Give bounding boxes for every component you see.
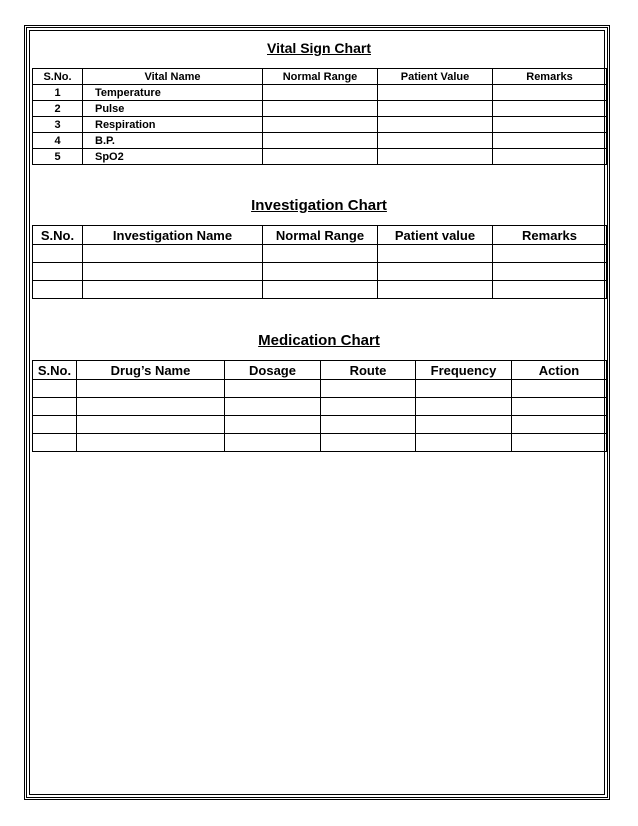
table-header-row xyxy=(33,69,607,85)
table-cell[interactable] xyxy=(378,281,493,299)
table-cell[interactable] xyxy=(225,398,321,416)
table-row xyxy=(33,245,607,263)
remarks-cell[interactable] xyxy=(493,133,607,149)
patient-value-cell[interactable] xyxy=(378,85,493,101)
vital-sign-table xyxy=(32,68,607,165)
table-cell[interactable] xyxy=(416,398,512,416)
vital-name: Pulse xyxy=(83,101,263,117)
table-cell[interactable] xyxy=(493,263,607,281)
table-cell[interactable] xyxy=(33,398,77,416)
table-cell[interactable] xyxy=(33,281,83,299)
table-cell[interactable] xyxy=(33,245,83,263)
remarks-cell[interactable] xyxy=(493,149,607,165)
serial-number: 3 xyxy=(33,117,83,133)
table-cell[interactable] xyxy=(512,398,607,416)
table-cell[interactable] xyxy=(416,380,512,398)
column-header: Action xyxy=(512,361,607,380)
investigation-table xyxy=(32,225,607,299)
table-cell[interactable] xyxy=(83,281,263,299)
remarks-cell[interactable] xyxy=(493,117,607,133)
column-header: Drug’s Name xyxy=(77,361,225,380)
table-cell[interactable] xyxy=(378,245,493,263)
column-header: Frequency xyxy=(416,361,512,380)
medication-chart-title: Medication Chart xyxy=(258,332,380,349)
table-row xyxy=(33,281,607,299)
remarks-cell[interactable] xyxy=(493,101,607,117)
vital-name: Respiration xyxy=(83,117,263,133)
vital-name: SpO2 xyxy=(83,149,263,165)
table-cell[interactable] xyxy=(493,281,607,299)
table-cell[interactable] xyxy=(493,245,607,263)
table-cell[interactable] xyxy=(263,281,378,299)
table-cell[interactable] xyxy=(225,434,321,452)
table-cell[interactable] xyxy=(321,398,416,416)
patient-value-cell[interactable] xyxy=(378,101,493,117)
column-header: Patient value xyxy=(378,226,493,245)
table-cell[interactable] xyxy=(416,434,512,452)
serial-number: 4 xyxy=(33,133,83,149)
column-header: Vital Name xyxy=(83,69,263,85)
column-header: Investigation Name xyxy=(83,226,263,245)
column-header: Remarks xyxy=(493,226,607,245)
table-cell[interactable] xyxy=(263,263,378,281)
table-cell[interactable] xyxy=(512,416,607,434)
patient-value-cell[interactable] xyxy=(378,149,493,165)
serial-number: 1 xyxy=(33,85,83,101)
column-header: S.No. xyxy=(33,226,83,245)
normal-range-cell[interactable] xyxy=(263,133,378,149)
table-cell[interactable] xyxy=(77,398,225,416)
table-row xyxy=(33,117,607,133)
normal-range-cell[interactable] xyxy=(263,85,378,101)
column-header: S.No. xyxy=(33,361,77,380)
column-header: Route xyxy=(321,361,416,380)
table-cell[interactable] xyxy=(321,434,416,452)
table-row xyxy=(33,85,607,101)
serial-number: 2 xyxy=(33,101,83,117)
table-row xyxy=(33,398,607,416)
patient-value-cell[interactable] xyxy=(378,117,493,133)
table-cell[interactable] xyxy=(33,434,77,452)
investigation-chart-title: Investigation Chart xyxy=(251,197,387,214)
vital-name: B.P. xyxy=(83,133,263,149)
table-cell[interactable] xyxy=(33,380,77,398)
table-cell[interactable] xyxy=(263,245,378,263)
table-cell[interactable] xyxy=(33,416,77,434)
table-header-row xyxy=(33,226,607,245)
remarks-cell[interactable] xyxy=(493,85,607,101)
column-header: Normal Range xyxy=(263,69,378,85)
table-cell[interactable] xyxy=(77,416,225,434)
table-cell[interactable] xyxy=(225,416,321,434)
normal-range-cell[interactable] xyxy=(263,101,378,117)
table-cell[interactable] xyxy=(77,380,225,398)
table-cell[interactable] xyxy=(512,380,607,398)
table-cell[interactable] xyxy=(378,263,493,281)
column-header: Patient Value xyxy=(378,69,493,85)
table-cell[interactable] xyxy=(33,263,83,281)
table-row xyxy=(33,380,607,398)
column-header: Normal Range xyxy=(263,226,378,245)
normal-range-cell[interactable] xyxy=(263,117,378,133)
column-header: Dosage xyxy=(225,361,321,380)
table-cell[interactable] xyxy=(321,380,416,398)
table-cell[interactable] xyxy=(416,416,512,434)
table-row xyxy=(33,133,607,149)
column-header: S.No. xyxy=(33,69,83,85)
table-cell[interactable] xyxy=(83,245,263,263)
patient-value-cell[interactable] xyxy=(378,133,493,149)
serial-number: 5 xyxy=(33,149,83,165)
table-cell[interactable] xyxy=(83,263,263,281)
vital-chart-title: Vital Sign Chart xyxy=(267,40,371,56)
table-row xyxy=(33,434,607,452)
table-cell[interactable] xyxy=(321,416,416,434)
table-row xyxy=(33,263,607,281)
table-header-row xyxy=(33,361,607,380)
table-row xyxy=(33,416,607,434)
table-row xyxy=(33,149,607,165)
table-cell[interactable] xyxy=(512,434,607,452)
table-cell[interactable] xyxy=(225,380,321,398)
medication-table xyxy=(32,360,607,452)
table-cell[interactable] xyxy=(77,434,225,452)
normal-range-cell[interactable] xyxy=(263,149,378,165)
table-row xyxy=(33,101,607,117)
vital-name: Temperature xyxy=(83,85,263,101)
column-header: Remarks xyxy=(493,69,607,85)
